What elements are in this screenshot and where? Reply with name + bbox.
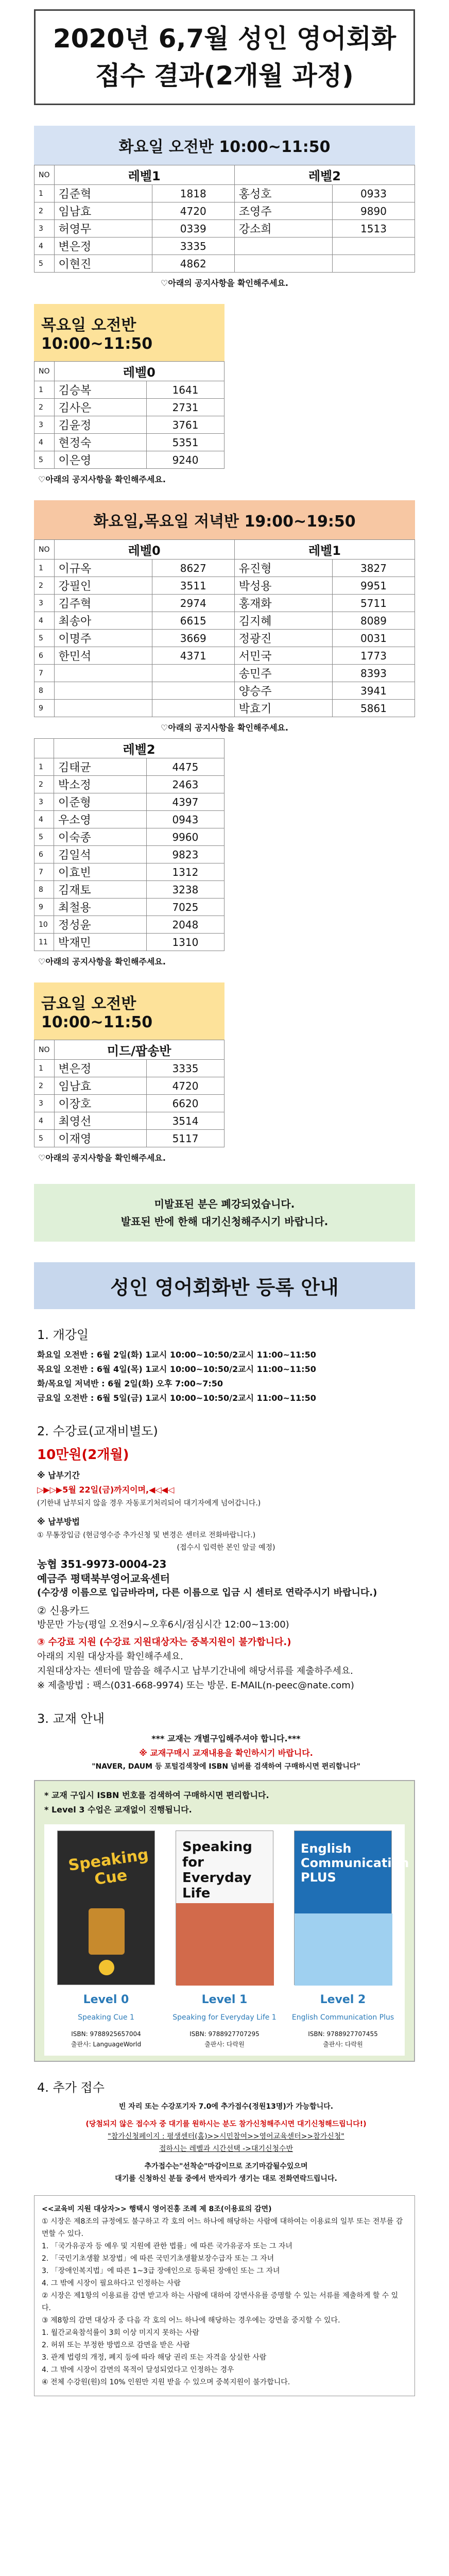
- table-row: [34, 647, 415, 665]
- row-number: 2: [34, 776, 54, 793]
- student-name: 이재영: [54, 1130, 147, 1147]
- table-row: [34, 381, 224, 399]
- table-row: [34, 916, 224, 934]
- row-number: 7: [34, 863, 54, 881]
- table-row: [34, 1095, 224, 1112]
- book-item: [49, 1831, 163, 2049]
- table-row: [34, 451, 224, 469]
- student-name: 이장호: [54, 1095, 147, 1112]
- table-row: [34, 881, 224, 899]
- phone-last4: 9823: [146, 846, 224, 863]
- book-cover: Speaking for Everyday Life: [176, 1831, 273, 1985]
- student-name: 김사은: [54, 399, 147, 416]
- student-name: 김준혁: [54, 185, 152, 202]
- col-no: NO: [34, 165, 55, 185]
- table-row: [34, 560, 415, 577]
- row-number: 8: [34, 881, 54, 899]
- table-row: [34, 612, 415, 630]
- table-row: [34, 399, 224, 416]
- table-row: [34, 846, 224, 863]
- student-name: 이효빈: [54, 863, 147, 881]
- student-name: 양승주: [234, 682, 332, 700]
- table-row: [34, 828, 224, 846]
- phone-last4: [152, 665, 234, 682]
- section-title: 2. 수강료(교재비별도): [37, 1424, 158, 1438]
- phone-last4: 1312: [146, 863, 224, 881]
- additional-line: 추가접수는"선착순"마감이므로 조기마감될수있으며: [144, 2162, 308, 2171]
- phone-last4: 7025: [146, 899, 224, 916]
- row-number: 1: [34, 381, 55, 399]
- row-number: 3: [34, 220, 55, 238]
- row-number: 4: [34, 238, 55, 255]
- student-name: 임남효: [54, 1077, 147, 1095]
- phone-last4: 5351: [147, 434, 224, 451]
- student-name: 현정숙: [54, 434, 147, 451]
- method-bank: ① 무통장입금 (현금영수증 추가신청 및 변경은 센터로 전화바랍니다.): [37, 1531, 256, 1539]
- support-label: ③ 수강료 지원 (수강료 지원대상자는 중복지원이 불가합니다.): [37, 1637, 291, 1648]
- row-number: 6: [34, 846, 54, 863]
- phone-last4: 1310: [146, 934, 224, 951]
- row-number: 4: [34, 1112, 55, 1130]
- row-number: 1: [34, 1060, 55, 1077]
- reference-line: 2. 「국민기초생활 보장법」에 따른 국민기초생활보장수급자 또는 그 자녀: [42, 2255, 274, 2263]
- book-isbn: ISBN: 9788925657004: [71, 2030, 141, 2038]
- row-number: 5: [34, 828, 54, 846]
- student-name: 김태균: [54, 758, 147, 776]
- friday-roster: [34, 1040, 224, 1147]
- student-name: 박성용: [234, 577, 332, 595]
- reference-line: 1. 「국가유공자 등 예우 및 지원에 관한 법률」에 따른 국가유공자 또는 그 자녀: [42, 2242, 292, 2250]
- phone-last4: [152, 700, 234, 717]
- evening-roster-level2: [34, 738, 224, 951]
- book-item: [168, 1831, 281, 2049]
- row-number: 2: [34, 577, 55, 595]
- reference-line: 1. 월간교육참석률이 3회 이상 미지지 못하는 사람: [42, 2329, 199, 2337]
- phone-last4: 2974: [152, 595, 234, 612]
- reference-line: ② 시장은 제1항의 이용료를 감면 받고자 하는 사람에 대하여 강면사유를 증명할 수 있는 서류를 제출하게 할 수 있다.: [42, 2292, 399, 2312]
- student-name: 최송아: [54, 612, 152, 630]
- phone-last4: 0933: [333, 185, 415, 202]
- friday-morning-header: 금요일 오전반 10:00~11:50: [34, 982, 224, 1040]
- table-row: [34, 776, 224, 793]
- table-row: [34, 863, 224, 881]
- account-holder: 예금주 평택북부영어교육센터: [37, 1572, 170, 1585]
- phone-last4: 1641: [147, 381, 224, 399]
- section-title: 4. 추가 접수: [37, 2080, 105, 2095]
- student-name: 김일석: [54, 846, 147, 863]
- support-reference: [34, 2195, 415, 2396]
- page-subtitle: 접수 결과(2개월 과정): [95, 61, 354, 91]
- reference-line: 4. 그 밖에 시장이 감면의 목적이 달성되었다고 인정하는 경우: [42, 2366, 234, 2374]
- method-label: ※ 납부방법: [37, 1517, 80, 1527]
- row-number: 2: [34, 202, 55, 220]
- book-publisher: 출판사: LanguageWorld: [71, 2041, 142, 2048]
- book-note: * Level 3 수업은 교재없이 진행됩니다.: [44, 1805, 192, 1815]
- book-item: [286, 1831, 409, 2049]
- evening-header: 화요일,목요일 저녁반 19:00~19:50: [34, 500, 415, 539]
- phone-last4: 8627: [152, 560, 234, 577]
- phone-last4: 2463: [146, 776, 224, 793]
- phone-last4: 3335: [147, 1060, 224, 1077]
- title-box: [34, 9, 415, 105]
- section-start-date: [34, 1325, 415, 1773]
- col-level2: 레벨2: [234, 165, 415, 185]
- table-row: [34, 1060, 224, 1077]
- row-number: 6: [34, 647, 55, 665]
- student-name: [54, 665, 152, 682]
- col-no: NO: [34, 540, 55, 560]
- table-row: [34, 665, 415, 682]
- student-name: 김주혁: [54, 595, 152, 612]
- col-level2: 레벨2: [54, 739, 224, 758]
- col-no: NO: [34, 362, 55, 381]
- table-row: [34, 793, 224, 811]
- schedule-line: 화요일 오전반 : 6월 2일(화) 1교시 10:00~10:50/2교시 11:00~11:50: [37, 1350, 316, 1360]
- student-name: 김재토: [54, 881, 147, 899]
- student-name: 서민국: [234, 647, 332, 665]
- reference-line: 2. 허위 또는 부정한 방법으로 감면을 받은 사람: [42, 2341, 190, 2349]
- additional-line: 대기를 신청하신 분들 중에서 반자리가 생기는 대로 전화연락드립니다.: [115, 2175, 337, 2183]
- student-name: 허영무: [54, 220, 152, 238]
- phone-last4: 0339: [152, 220, 234, 238]
- phone-last4: 0031: [333, 630, 415, 647]
- closing-notice: [34, 1184, 415, 1242]
- phone-last4: 4720: [152, 202, 234, 220]
- table-row: [34, 700, 415, 717]
- student-name: 박소정: [54, 776, 147, 793]
- student-name: 조영주: [234, 202, 332, 220]
- col-no: NO: [34, 1040, 55, 1060]
- book-list: [44, 1824, 409, 2056]
- phone-last4: 6615: [152, 612, 234, 630]
- student-name: 김지혜: [234, 612, 332, 630]
- notice-note: ♡아래의 공지사항을 확인해주세요.: [38, 957, 166, 967]
- section-additional: [34, 2077, 415, 2185]
- table-row: [34, 899, 224, 916]
- textbook-line: ※ 교재구매시 교재내용을 확인하시기 바랍니다.: [139, 1748, 313, 1758]
- table-row: [34, 758, 224, 776]
- book-level: Level 0: [83, 1993, 129, 2006]
- phone-last4: 1513: [333, 220, 415, 238]
- page: [0, 9, 449, 2576]
- student-name: 이현진: [54, 255, 152, 273]
- phone-last4: 6620: [147, 1095, 224, 1112]
- closing-line2: 발표된 반에 한해 대기신청해주시기 바랍니다.: [120, 1215, 329, 1228]
- book-publisher: 출판사: 다락원: [323, 2041, 363, 2048]
- book-cover: English Communication PLUS: [294, 1831, 392, 1985]
- phone-last4: [333, 255, 415, 273]
- schedule-line: 화/목요일 저녁반 : 6월 2일(화) 오후 7:00~7:50: [37, 1379, 223, 1388]
- col-level0: 레벨0: [54, 362, 224, 381]
- phone-last4: 9890: [333, 202, 415, 220]
- table-row: [34, 434, 224, 451]
- phone-last4: 4397: [146, 793, 224, 811]
- table-row: [34, 630, 415, 647]
- tuesday-roster: [34, 165, 415, 273]
- textbook-line: *** 교재는 개별구입해주셔야 합니다.***: [151, 1734, 301, 1743]
- thursday-morning-header: 목요일 오전반 10:00~11:50: [34, 304, 224, 361]
- schedule-line: 목요일 오전반 : 6월 4일(목) 1교시 10:00~10:50/2교시 11:00~11:50: [37, 1364, 316, 1374]
- book-title: English Communication Plus: [291, 2013, 394, 2022]
- col-mid-pop: 미드/팝송반: [54, 1040, 224, 1060]
- row-number: 3: [34, 595, 55, 612]
- phone-last4: 8393: [333, 665, 415, 682]
- row-number: 3: [34, 1095, 55, 1112]
- student-name: 박재민: [54, 934, 147, 951]
- table-row: [34, 185, 415, 202]
- phone-last4: 3827: [333, 560, 415, 577]
- phone-last4: 3941: [333, 682, 415, 700]
- book-title: Speaking Cue 1: [78, 2013, 134, 2022]
- phone-last4: 4862: [152, 255, 234, 273]
- phone-last4: 5711: [333, 595, 415, 612]
- reference-line: 3. 「장애인복지법」에 따른 1~3급 장애인으로 등록된 장애인 또는 그 자녀: [42, 2267, 280, 2275]
- phone-last4: 3511: [152, 577, 234, 595]
- support-line: 아래의 지원 대상자를 확인해주세요.: [37, 1651, 183, 1662]
- student-name: 최영선: [54, 1112, 147, 1130]
- table-row: [34, 1112, 224, 1130]
- phone-last4: [333, 238, 415, 255]
- student-name: 정성윤: [54, 916, 147, 934]
- table-row: [34, 238, 415, 255]
- student-name: 한민석: [54, 647, 152, 665]
- book-title: Speaking for Everyday Life 1: [172, 2013, 277, 2022]
- student-name: 변은정: [54, 238, 152, 255]
- phone-last4: 2731: [147, 399, 224, 416]
- page-title: 2020년 6,7월 성인 영어회화: [53, 24, 396, 54]
- phone-last4: 3238: [146, 881, 224, 899]
- book-level: Level 1: [201, 1993, 248, 2006]
- student-name: [54, 700, 152, 717]
- phone-last4: 9951: [333, 577, 415, 595]
- phone-last4: 4371: [152, 647, 234, 665]
- reference-line: ① 시장은 제8조의 규정에도 불구하고 각 호의 어느 하나에 해당하는 사람에 대하여는 이용료의 일부 또는 전부를 감면할 수 있다.: [42, 2217, 403, 2238]
- student-name: 홍성호: [234, 185, 332, 202]
- phone-last4: 3514: [147, 1112, 224, 1130]
- row-number: 4: [34, 612, 55, 630]
- col-level1: 레벨1: [234, 540, 415, 560]
- student-name: 우소영: [54, 811, 147, 828]
- row-number: 10: [34, 916, 54, 934]
- row-number: 11: [34, 934, 54, 951]
- closing-line1: 미발표된 분은 폐강되었습니다.: [154, 1198, 295, 1210]
- row-number: 1: [34, 758, 54, 776]
- reference-line: 3. 관계 법령의 개정, 폐지 등에 따라 해당 권리 또는 자격을 상실한 사람: [42, 2353, 267, 2362]
- guide-banner: 성인 영어회화반 등록 안내: [34, 1262, 415, 1309]
- table-row: [34, 255, 415, 273]
- table-row: [34, 1077, 224, 1095]
- phone-last4: 2048: [146, 916, 224, 934]
- student-name: 송민주: [234, 665, 332, 682]
- row-number: 2: [34, 399, 55, 416]
- phone-last4: 0943: [146, 811, 224, 828]
- notice-note: ♡아래의 공지사항을 확인해주세요.: [38, 474, 166, 484]
- student-name: 김윤정: [54, 416, 147, 434]
- phone-last4: [152, 682, 234, 700]
- table-row: [34, 202, 415, 220]
- table-row: [34, 811, 224, 828]
- method-bank-sub: (접수시 입력한 본인 앞글 예정): [177, 1544, 275, 1552]
- col-level0: 레벨0: [54, 540, 234, 560]
- phone-last4: 8089: [333, 612, 415, 630]
- schedule-line: 금요일 오전반 : 6월 5일(금) 1교시 10:00~10:50/2교시 11:00~11:50: [37, 1393, 316, 1403]
- phone-last4: 3761: [147, 416, 224, 434]
- table-row: [34, 595, 415, 612]
- phone-last4: 3335: [152, 238, 234, 255]
- additional-line: 접하시는 레벨과 시간선택 ->대기신청수반: [159, 2145, 293, 2153]
- section-title: 1. 개강일: [37, 1328, 89, 1342]
- student-name: 강소희: [234, 220, 332, 238]
- book-cover: Speaking Cue: [57, 1831, 155, 1985]
- support-line: ※ 제출방법 : 팩스(031-668-9974) 또는 방문. E-MAIL(n-peec@nate.com): [37, 1680, 354, 1691]
- student-name: [54, 682, 152, 700]
- student-name: 이숙종: [54, 828, 147, 846]
- row-number: 7: [34, 665, 55, 682]
- book-isbn: ISBN: 9788927707295: [189, 2030, 260, 2038]
- section-title: 3. 교재 안내: [37, 1711, 105, 1726]
- pay-period: ▷▶▷▶5월 22일(금)까지이며,◀◁◀◁: [37, 1485, 175, 1495]
- row-number: 3: [34, 793, 54, 811]
- student-name: 김승복: [54, 381, 147, 399]
- row-number: 5: [34, 451, 55, 469]
- student-name: 홍재화: [234, 595, 332, 612]
- student-name: 이명주: [54, 630, 152, 647]
- table-row: [34, 1130, 224, 1147]
- row-number: 5: [34, 255, 55, 273]
- book-level: Level 2: [320, 1993, 366, 2006]
- table-row: [34, 416, 224, 434]
- fee-amount: 10만원(2개월): [37, 1447, 129, 1463]
- student-name: 박효기: [234, 700, 332, 717]
- col-level1: 레벨1: [54, 165, 234, 185]
- phone-last4: 5117: [147, 1130, 224, 1147]
- phone-last4: 5861: [333, 700, 415, 717]
- thursday-roster: [34, 361, 224, 469]
- textbook-box: [34, 1780, 415, 2062]
- table-row: [34, 577, 415, 595]
- pay-period-label: ※ 납부기간: [37, 1470, 80, 1480]
- student-name: [234, 255, 332, 273]
- evening-roster: [34, 539, 415, 717]
- tuesday-morning-header: 화요일 오전반 10:00~11:50: [34, 126, 415, 165]
- student-name: 유진형: [234, 560, 332, 577]
- bank-note: (수강생 이름으로 입금바라며, 다른 이름으로 입금 시 센터로 연락주시기 바랍니다.): [37, 1587, 377, 1598]
- student-name: 이규옥: [54, 560, 152, 577]
- phone-last4: 3669: [152, 630, 234, 647]
- row-number: 3: [34, 416, 55, 434]
- phone-last4: 4475: [146, 758, 224, 776]
- book-note: * 교재 구입시 ISBN 번호를 검색하여 구매하시면 편리합니다.: [44, 1790, 269, 1800]
- phone-last4: 9240: [147, 451, 224, 469]
- student-name: 정광진: [234, 630, 332, 647]
- row-number: 5: [34, 630, 55, 647]
- row-number: 4: [34, 434, 55, 451]
- student-name: 임남효: [54, 202, 152, 220]
- notice-note: ♡아래의 공지사항을 확인해주세요.: [38, 1153, 166, 1163]
- student-name: 강필인: [54, 577, 152, 595]
- student-name: 이은영: [54, 451, 147, 469]
- pay-note: (기한내 납부되지 않을 경우 자동포기처리되어 대기자에게 넘어갑니다.): [37, 1499, 261, 1507]
- row-number: 9: [34, 899, 54, 916]
- card-note: 방문만 가능(평일 오전9시~오후6시/점심시간 12:00~13:00): [37, 1619, 289, 1630]
- phone-last4: 1818: [152, 185, 234, 202]
- table-row: [34, 682, 415, 700]
- student-name: 이준형: [54, 793, 147, 811]
- additional-line: 빈 자리 또는 수강포기자 7.0에 추가접수(정원13명)가 가능합니다.: [118, 2103, 334, 2111]
- row-number: 8: [34, 682, 55, 700]
- book-publisher: 출판사: 다락원: [204, 2041, 245, 2048]
- reference-line: ③ 제8항의 감면 대상자 중 다음 각 호의 어느 하나에 해당하는 경우에는 강면을 중지할 수 있다.: [42, 2316, 340, 2325]
- student-name: 최철용: [54, 899, 147, 916]
- table-row: [34, 220, 415, 238]
- notice-note: ♡아래의 공지사항을 확인해주세요.: [161, 278, 288, 288]
- additional-line: "참가신청페이지 : 평생센터(홈)>>시민참여>>영어교육센터>>참가신청": [108, 2132, 344, 2141]
- phone-last4: 4720: [147, 1077, 224, 1095]
- additional-line: (당첨되지 않은 접수자 중 대기를 원하시는 분도 참가신청해주시면 대기신청해드립니다!): [85, 2120, 367, 2128]
- reference-title: <<교육비 지원 대상자>> 행택시 영어진흥 조례 제 8조(이용료의 감면): [42, 2205, 272, 2213]
- row-number: 5: [34, 1130, 55, 1147]
- card-label: ② 신용카드: [37, 1604, 90, 1617]
- reference-line: 4. 그 밖에 시장이 필요하다고 인정하는 사람: [42, 2279, 181, 2287]
- bank-account: 농협 351-9973-0004-23: [37, 1558, 167, 1570]
- phone-last4: 9960: [146, 828, 224, 846]
- book-isbn: ISBN: 9788927707455: [308, 2030, 378, 2038]
- reference-line: ④ 전체 수강원(원)의 10% 인원만 지원 받을 수 있으며 중복지원이 불가합니다.: [42, 2378, 290, 2386]
- row-number: 2: [34, 1077, 55, 1095]
- row-number: 9: [34, 700, 55, 717]
- row-number: 4: [34, 811, 54, 828]
- textbook-line: "NAVER, DAUM 등 포털검색창에 ISBN 넘버를 검색하여 구매하시면 편리합니다": [92, 1762, 360, 1771]
- notice-note: ♡아래의 공지사항을 확인해주세요.: [161, 723, 288, 733]
- student-name: [234, 238, 332, 255]
- row-number: 1: [34, 560, 55, 577]
- row-number: 1: [34, 185, 55, 202]
- support-line: 지원대상자는 센터에 말씀을 해주시고 납부기간내에 해당서류를 제출하주세요.: [37, 1666, 353, 1676]
- student-name: 변은정: [54, 1060, 147, 1077]
- table-row: [34, 934, 224, 951]
- phone-last4: 1773: [333, 647, 415, 665]
